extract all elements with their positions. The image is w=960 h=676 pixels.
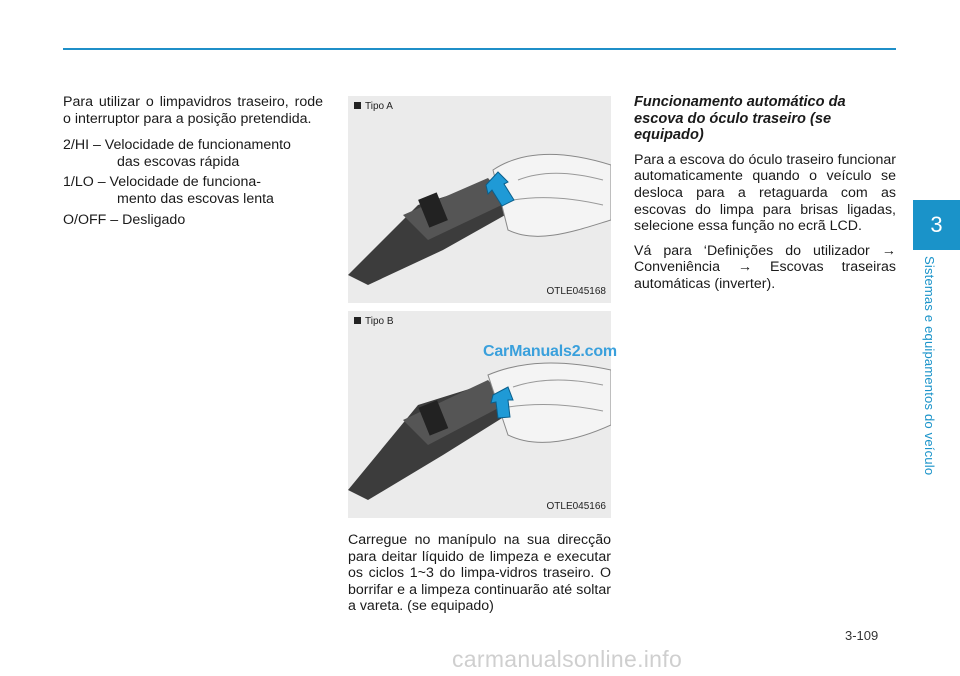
figure-type-b	[348, 311, 617, 518]
square-bullet-icon	[354, 317, 361, 324]
page-number: 3-109	[845, 628, 879, 643]
footer-watermark: carmanualsonline.info	[452, 646, 683, 672]
speed-off: O/OFF – Desligado	[63, 211, 186, 228]
right-column	[634, 94, 896, 301]
middle-column	[348, 96, 617, 615]
speed-hi-line1: 2/HI – Velocidade de funcionamento	[63, 137, 291, 154]
chapter-title: Sistemas e equipamentos do veículo	[922, 256, 937, 476]
figure-a-code: OTLE045168	[545, 284, 609, 301]
speed-lo-line1: 1/LO – Velocidade de funciona-	[63, 174, 261, 191]
speed-lo-line2: mento das escovas lenta	[117, 190, 274, 207]
header-rule	[63, 48, 896, 50]
square-bullet-icon	[354, 102, 361, 109]
speed-item-hi	[63, 137, 323, 170]
washer-paragraph: Carregue no manípulo na sua direcção para deitar líquido de limpeza e executar os ciclos 1~3 do limpa-vidros traseiro. O borrifar e a limpeza continuarão até soltar a vareta. (se equipado)	[348, 532, 611, 615]
auto-wiper-paragraph: Para a escova do óculo traseiro funcionar automaticamente quando o veículo se desloca para a retaguarda com as escovas do limpa para brisas ligadas, selecione essa função no ecrã LCD.	[634, 151, 896, 235]
figure-b-code: OTLE045166	[545, 499, 609, 516]
figure-type-a	[348, 96, 611, 303]
chapter-title-vertical	[922, 256, 942, 496]
speed-item-lo	[63, 174, 323, 207]
wiper-stalk-illustration-b	[348, 325, 611, 505]
chapter-tab: 3	[913, 200, 960, 250]
left-column	[63, 94, 323, 238]
settings-path-paragraph: Vá para ‘Definições do utilizador → Conveniência → Escovas traseiras automáticas (inverter).	[634, 242, 896, 292]
figure-a-label: Tipo A	[354, 99, 393, 116]
wiper-stalk-illustration-a	[348, 110, 611, 290]
section-heading: Funcionamento automático da escova do óculo traseiro (se equipado)	[634, 94, 846, 144]
figure-b-label: Tipo B	[354, 314, 394, 331]
watermark-text: CarManuals2.com	[483, 343, 617, 360]
intro-paragraph: Para utilizar o limpavidros traseiro, rode o interruptor para a posição pretendida.	[63, 94, 323, 127]
speed-hi-line2: das escovas rápida	[117, 153, 240, 170]
